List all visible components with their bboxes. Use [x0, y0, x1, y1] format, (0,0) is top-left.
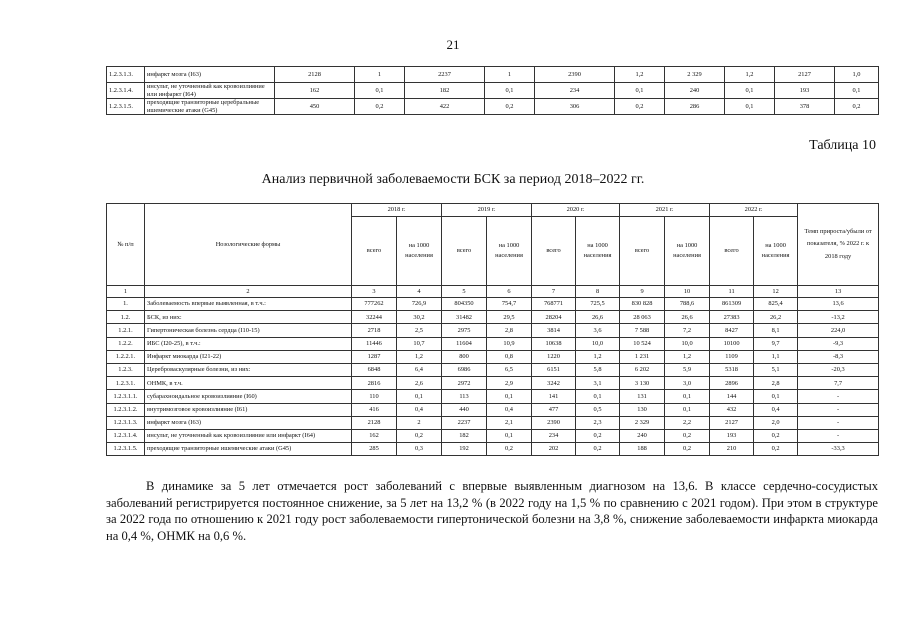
- value-cell: 1,1: [754, 350, 798, 363]
- table-cell: 422: [405, 99, 485, 115]
- form-cell: преходящие транзиторные ишемические атаки (G45): [145, 443, 352, 456]
- value-cell: 477: [532, 403, 576, 416]
- value-cell: 110: [352, 390, 397, 403]
- value-cell: 32244: [352, 311, 397, 324]
- value-cell: -: [798, 390, 879, 403]
- form-cell: Цереброваскулярные болезни, из них:: [145, 363, 352, 376]
- col-number: 7: [532, 286, 576, 298]
- value-cell: 0,1: [754, 390, 798, 403]
- form-cell: БСК, из них:: [145, 311, 352, 324]
- table-row: [107, 416, 879, 429]
- value-cell: 0,4: [487, 403, 532, 416]
- table-cell: 306: [535, 99, 615, 115]
- table-row: [107, 429, 879, 442]
- value-cell: 768771: [532, 298, 576, 311]
- row-number: 1.2.2.: [107, 337, 145, 350]
- value-cell: 416: [352, 403, 397, 416]
- col-number: 10: [665, 286, 710, 298]
- table-cell: 0,1: [725, 83, 775, 99]
- value-cell: 31482: [442, 311, 487, 324]
- table-row: [107, 443, 879, 456]
- row-number: 1.2.3.1.3.: [107, 416, 145, 429]
- value-cell: 804350: [442, 298, 487, 311]
- value-cell: 861309: [710, 298, 754, 311]
- table-cell: 1.2.3.1.4.: [107, 83, 145, 99]
- value-cell: 726,9: [397, 298, 442, 311]
- value-cell: 3242: [532, 377, 576, 390]
- form-cell: преходящие транзиторные церебральные ишемические атаки (G45): [145, 99, 275, 115]
- header-per1000: на 1000 населения: [754, 217, 798, 286]
- row-number: 1.2.2.1.: [107, 350, 145, 363]
- table-cell: 0,1: [355, 83, 405, 99]
- form-cell: инсульт, не уточненный как кровоизлияние или инфаркт (I64): [145, 83, 275, 99]
- value-cell: 11446: [352, 337, 397, 350]
- col-number: 9: [620, 286, 665, 298]
- row-number: 1.2.3.: [107, 363, 145, 376]
- form-cell: инфаркт мозга (I63): [145, 67, 275, 83]
- table-cell: 378: [775, 99, 835, 115]
- form-cell: инсульт, не уточненный как кровоизлияние или инфаркт (I64): [145, 429, 352, 442]
- table-row: [107, 298, 879, 311]
- table-row: [107, 363, 879, 376]
- row-number: 1.2.3.1.5.: [107, 443, 145, 456]
- value-cell: -33,3: [798, 443, 879, 456]
- value-cell: 0,8: [487, 350, 532, 363]
- value-cell: 0,2: [754, 443, 798, 456]
- form-cell: инфаркт мозга (I63): [145, 416, 352, 429]
- header-row-years: [107, 204, 879, 217]
- table-row: [107, 99, 879, 115]
- value-cell: 5,1: [754, 363, 798, 376]
- value-cell: 2 329: [620, 416, 665, 429]
- table-cell: 1,2: [725, 67, 775, 83]
- value-cell: 131: [620, 390, 665, 403]
- value-cell: 7,7: [798, 377, 879, 390]
- value-cell: 2128: [352, 416, 397, 429]
- value-cell: 10638: [532, 337, 576, 350]
- header-total: всего: [620, 217, 665, 286]
- table-cell: 2390: [535, 67, 615, 83]
- body-paragraph-text: В динамике за 5 лет отмечается рост заболеваний с впервые выявленным диагнозом на 13,6. В классе сердечно-сосудистых заболеваний регистрируется постоянное снижение, за 5 лет на 13,2 % (в 2022 году на 1,5 % по сравнению с 2021 годом). При этом в структуре за 2022 года по отношению к 2021 году рост заболеваемости гипертонической болезни на 3,8 %, снижение заболеваемости инфаркта миокарда на 0,4 %, ОНМК на 0,6 %.: [106, 479, 878, 543]
- value-cell: 2,8: [487, 324, 532, 337]
- value-cell: 2,5: [397, 324, 442, 337]
- value-cell: 1287: [352, 350, 397, 363]
- value-cell: 2,9: [487, 377, 532, 390]
- value-cell: 11604: [442, 337, 487, 350]
- value-cell: 830 828: [620, 298, 665, 311]
- header-total: всего: [442, 217, 487, 286]
- table-cell: 0,2: [355, 99, 405, 115]
- row-number: 1.2.3.1.1.: [107, 390, 145, 403]
- value-cell: 26,6: [665, 311, 710, 324]
- row-number: 1.2.: [107, 311, 145, 324]
- value-cell: 2,3: [576, 416, 620, 429]
- table-row: [107, 390, 879, 403]
- value-cell: 2390: [532, 416, 576, 429]
- header-total: всего: [352, 217, 397, 286]
- form-cell: субарахноидальное кровоизлияние (I60): [145, 390, 352, 403]
- value-cell: 6986: [442, 363, 487, 376]
- col-number: 8: [576, 286, 620, 298]
- value-cell: 6,4: [397, 363, 442, 376]
- form-cell: Гипертоническая болезнь сердца (I10-15): [145, 324, 352, 337]
- value-cell: 8,1: [754, 324, 798, 337]
- header-per1000: на 1000 населения: [397, 217, 442, 286]
- row-number: 1.2.3.1.4.: [107, 429, 145, 442]
- value-cell: 26,2: [754, 311, 798, 324]
- value-cell: 285: [352, 443, 397, 456]
- value-cell: 6 202: [620, 363, 665, 376]
- value-cell: 432: [710, 403, 754, 416]
- value-cell: 2896: [710, 377, 754, 390]
- value-cell: 788,6: [665, 298, 710, 311]
- col-number: 3: [352, 286, 397, 298]
- table-cell: 182: [405, 83, 485, 99]
- header-year-2020: 2020 г.: [532, 204, 620, 217]
- header-year-2021: 2021 г.: [620, 204, 710, 217]
- value-cell: -: [798, 403, 879, 416]
- header-num: № п/п: [107, 204, 145, 286]
- value-cell: 2,1: [487, 416, 532, 429]
- value-cell: 7,2: [665, 324, 710, 337]
- value-cell: 30,2: [397, 311, 442, 324]
- value-cell: 0,1: [665, 403, 710, 416]
- value-cell: 0,1: [665, 390, 710, 403]
- value-cell: 0,2: [665, 429, 710, 442]
- value-cell: 777262: [352, 298, 397, 311]
- value-cell: 144: [710, 390, 754, 403]
- value-cell: 2,6: [397, 377, 442, 390]
- value-cell: 3814: [532, 324, 576, 337]
- table-cell: 0,1: [835, 83, 879, 99]
- value-cell: -20,3: [798, 363, 879, 376]
- value-cell: 5318: [710, 363, 754, 376]
- value-cell: 0,2: [576, 429, 620, 442]
- table-cell: 2127: [775, 67, 835, 83]
- value-cell: -8,3: [798, 350, 879, 363]
- value-cell: 10,7: [397, 337, 442, 350]
- value-cell: 0,3: [397, 443, 442, 456]
- table-row: [107, 83, 879, 99]
- value-cell: 3 130: [620, 377, 665, 390]
- value-cell: 0,5: [576, 403, 620, 416]
- table-cell: 450: [275, 99, 355, 115]
- value-cell: 2,0: [754, 416, 798, 429]
- table-cell: 2 329: [665, 67, 725, 83]
- value-cell: 162: [352, 429, 397, 442]
- value-cell: 188: [620, 443, 665, 456]
- table-cell: 0,1: [615, 83, 665, 99]
- value-cell: 1,2: [576, 350, 620, 363]
- value-cell: -9,3: [798, 337, 879, 350]
- col-number: 2: [145, 286, 352, 298]
- header-year-2018: 2018 г.: [352, 204, 442, 217]
- table-cell: 1: [485, 67, 535, 83]
- value-cell: 13,6: [798, 298, 879, 311]
- header-per1000: на 1000 населения: [487, 217, 532, 286]
- value-cell: 113: [442, 390, 487, 403]
- value-cell: 7 588: [620, 324, 665, 337]
- value-cell: 193: [710, 429, 754, 442]
- value-cell: 3,1: [576, 377, 620, 390]
- value-cell: 0,2: [487, 443, 532, 456]
- form-cell: Инфаркт миокарда (I21-22): [145, 350, 352, 363]
- value-cell: 141: [532, 390, 576, 403]
- value-cell: 26,6: [576, 311, 620, 324]
- table-row: [107, 350, 879, 363]
- row-number: 1.2.3.1.2.: [107, 403, 145, 416]
- col-number: 13: [798, 286, 879, 298]
- table-cell: 1: [355, 67, 405, 83]
- value-cell: 754,7: [487, 298, 532, 311]
- incidence-table: [106, 203, 879, 456]
- value-cell: 27383: [710, 311, 754, 324]
- continuation-table: [106, 66, 879, 115]
- value-cell: 1 231: [620, 350, 665, 363]
- header-row-col-numbers: [107, 286, 879, 298]
- header-form: Нозологические формы: [145, 204, 352, 286]
- value-cell: 130: [620, 403, 665, 416]
- row-number: 1.2.3.1.: [107, 377, 145, 390]
- value-cell: 1,2: [665, 350, 710, 363]
- value-cell: 440: [442, 403, 487, 416]
- value-cell: 202: [532, 443, 576, 456]
- value-cell: 2127: [710, 416, 754, 429]
- body-paragraph: [106, 478, 878, 544]
- value-cell: 0,2: [665, 443, 710, 456]
- value-cell: 6151: [532, 363, 576, 376]
- table-cell: 193: [775, 83, 835, 99]
- row-number: 1.2.1.: [107, 324, 145, 337]
- table-row: [107, 403, 879, 416]
- value-cell: 3,0: [665, 377, 710, 390]
- value-cell: 2,2: [665, 416, 710, 429]
- value-cell: 1,2: [397, 350, 442, 363]
- table-cell: 1.2.3.1.5.: [107, 99, 145, 115]
- value-cell: 825,4: [754, 298, 798, 311]
- table-cell: 0,2: [615, 99, 665, 115]
- col-number: 1: [107, 286, 145, 298]
- value-cell: 210: [710, 443, 754, 456]
- value-cell: 0,2: [397, 429, 442, 442]
- col-number: 11: [710, 286, 754, 298]
- col-number: 6: [487, 286, 532, 298]
- table-cell: 2237: [405, 67, 485, 83]
- value-cell: -: [798, 429, 879, 442]
- table-cell: 1,0: [835, 67, 879, 83]
- value-cell: 0,4: [397, 403, 442, 416]
- value-cell: 725,5: [576, 298, 620, 311]
- value-cell: 182: [442, 429, 487, 442]
- value-cell: 29,5: [487, 311, 532, 324]
- table-title: Анализ первичной заболеваемости БСК за период 2018–2022 гг.: [261, 172, 645, 187]
- row-number: 1.: [107, 298, 145, 311]
- header-year-2022: 2022 г.: [710, 204, 798, 217]
- value-cell: 2975: [442, 324, 487, 337]
- table-row: [107, 377, 879, 390]
- table-cell: 0,1: [725, 99, 775, 115]
- value-cell: 10,0: [665, 337, 710, 350]
- value-cell: 3,6: [576, 324, 620, 337]
- value-cell: 192: [442, 443, 487, 456]
- table-cell: 0,2: [835, 99, 879, 115]
- header-per1000: на 1000 населения: [576, 217, 620, 286]
- value-cell: 2718: [352, 324, 397, 337]
- form-cell: Заболеваемость впервые выявленная, в т.ч.:: [145, 298, 352, 311]
- table-cell: 286: [665, 99, 725, 115]
- value-cell: 1220: [532, 350, 576, 363]
- table-row: [107, 324, 879, 337]
- value-cell: 0,1: [487, 429, 532, 442]
- value-cell: 2237: [442, 416, 487, 429]
- value-cell: 10100: [710, 337, 754, 350]
- table-row: [107, 311, 879, 324]
- value-cell: 28 063: [620, 311, 665, 324]
- value-cell: 5,9: [665, 363, 710, 376]
- value-cell: 2: [397, 416, 442, 429]
- table-cell: 0,2: [485, 99, 535, 115]
- value-cell: 0,2: [754, 429, 798, 442]
- value-cell: 0,1: [576, 390, 620, 403]
- form-cell: ИБС (I20-25), в т.ч.:: [145, 337, 352, 350]
- value-cell: 800: [442, 350, 487, 363]
- value-cell: 2816: [352, 377, 397, 390]
- value-cell: -13,2: [798, 311, 879, 324]
- table-caption: Таблица 10: [809, 138, 876, 153]
- table-cell: 1.2.3.1.3.: [107, 67, 145, 83]
- table-cell: 2128: [275, 67, 355, 83]
- table-cell: 240: [665, 83, 725, 99]
- table-row: [107, 67, 879, 83]
- value-cell: 10,9: [487, 337, 532, 350]
- form-cell: внутримозговое кровоизлияние (I61): [145, 403, 352, 416]
- table-cell: 234: [535, 83, 615, 99]
- value-cell: 10,0: [576, 337, 620, 350]
- value-cell: 0,1: [397, 390, 442, 403]
- value-cell: 10 524: [620, 337, 665, 350]
- header-growth: Темп прироста/убыли от показателя, % 2022 г. к 2018 году: [798, 204, 879, 286]
- table-row: [107, 337, 879, 350]
- value-cell: 1109: [710, 350, 754, 363]
- table-cell: 162: [275, 83, 355, 99]
- header-total: всего: [532, 217, 576, 286]
- header-year-2019: 2019 г.: [442, 204, 532, 217]
- form-cell: ОНМК, в т.ч.: [145, 377, 352, 390]
- value-cell: 9,7: [754, 337, 798, 350]
- value-cell: -: [798, 416, 879, 429]
- value-cell: 0,2: [576, 443, 620, 456]
- value-cell: 0,1: [487, 390, 532, 403]
- value-cell: 2,8: [754, 377, 798, 390]
- value-cell: 0,4: [754, 403, 798, 416]
- table-cell: 0,1: [485, 83, 535, 99]
- col-number: 5: [442, 286, 487, 298]
- value-cell: 8427: [710, 324, 754, 337]
- value-cell: 2972: [442, 377, 487, 390]
- table-cell: 1,2: [615, 67, 665, 83]
- col-number: 12: [754, 286, 798, 298]
- col-number: 4: [397, 286, 442, 298]
- value-cell: 234: [532, 429, 576, 442]
- value-cell: 6848: [352, 363, 397, 376]
- header-total: всего: [710, 217, 754, 286]
- page-number: 21: [446, 37, 460, 52]
- value-cell: 28204: [532, 311, 576, 324]
- value-cell: 240: [620, 429, 665, 442]
- value-cell: 6,5: [487, 363, 532, 376]
- value-cell: 5,8: [576, 363, 620, 376]
- value-cell: 224,0: [798, 324, 879, 337]
- header-per1000: на 1000 населения: [665, 217, 710, 286]
